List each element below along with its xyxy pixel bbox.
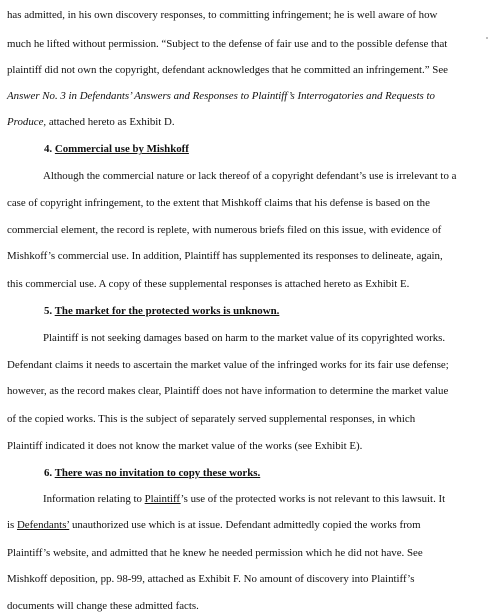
text-line-12: Defendant claims it needs to ascertain the market value of the infringed works for its fair use defense; xyxy=(7,359,449,372)
text-line-14: of the copied works. This is the subject of separately served supplemental responses, in which xyxy=(7,412,416,425)
heading-number: 4. xyxy=(44,143,53,156)
interrogatory-citation: Answer No. 3 in Defendants’ Answers and Responses to Plaintiff’s Interrogatories and Requests to xyxy=(7,90,435,103)
exhibit-d-text: attached hereto as Exhibit D. xyxy=(46,116,175,129)
heading-number: 5. xyxy=(44,304,53,317)
text-line-11: Plaintiff is not seeking damages based on harm to the market value of its copyrighted works. xyxy=(43,331,446,344)
heading-title: There was no invitation to copy these works. xyxy=(54,466,261,479)
text-line-7: case of copyright infringement, to the extent that Mishkoff claims that his defense is based on the xyxy=(7,196,430,209)
text-line-9: Mishkoff’s commercial use. In addition, Plaintiff has supplemented its responses to delineate, again, xyxy=(7,250,443,263)
text-line-3: plaintiff did not own the copyright, defendant acknowledges that he committed an infringement.” See xyxy=(7,63,448,76)
text-line-20: documents will change these admitted facts. xyxy=(7,600,199,612)
text-line-16 xyxy=(43,492,445,506)
text-line-17 xyxy=(7,518,421,532)
text-line-8: commercial element, the record is replete, with numerous briefs filed on this issue, with evidence of xyxy=(7,224,442,237)
text-line-18: Plaintiff’s website, and admitted that he knew he needed permission which he did not have. See xyxy=(7,546,423,559)
underlined-plaintiff: Plaintiff xyxy=(144,493,181,506)
section-heading-5 xyxy=(44,304,279,318)
produce-word: Produce, xyxy=(7,116,47,129)
scan-speck xyxy=(486,37,488,39)
text-line-13: however, as the record makes clear, Plaintiff does not have information to determine the market value xyxy=(7,385,449,398)
section-heading-4 xyxy=(44,142,189,156)
line-rest: ’s use of the protected works is not relevant to this lawsuit. It xyxy=(180,493,446,506)
section-heading-6 xyxy=(44,466,260,480)
line-rest: unauthorized use which is at issue. Defendant admittedly copied the works from xyxy=(69,519,421,532)
text-line-5 xyxy=(7,115,175,129)
heading-title: Commercial use by Mishkoff xyxy=(54,143,189,156)
text-line-10: this commercial use. A copy of these supplemental responses is attached hereto as Exhibit E. xyxy=(7,277,410,290)
text-line-1: has admitted, in his own discovery responses, to committing infringement; he is well aware of how xyxy=(7,9,438,22)
text-line-19: Mishkoff deposition, pp. 98-99, attached as Exhibit F. No amount of discovery into Plaintiff’s xyxy=(7,572,415,585)
text-line-15: Plaintiff indicated it does not know the market value of the works (see Exhibit E). xyxy=(7,439,363,452)
underlined-defendants: Defendants’ xyxy=(16,519,70,532)
heading-number: 6. xyxy=(44,466,53,479)
text-line-2: much he lifted without permission. “Subject to the defense of fair use and to the possible defense that xyxy=(7,37,448,50)
text-line-6: Although the commercial nature or lack thereof of a copyright defendant’s use is irrelevant to a xyxy=(43,169,457,182)
line-start: Information relating to xyxy=(43,493,145,506)
text-line-4 xyxy=(7,89,435,103)
line-start: is xyxy=(7,519,17,532)
heading-title: The market for the protected works is unknown. xyxy=(54,304,280,317)
